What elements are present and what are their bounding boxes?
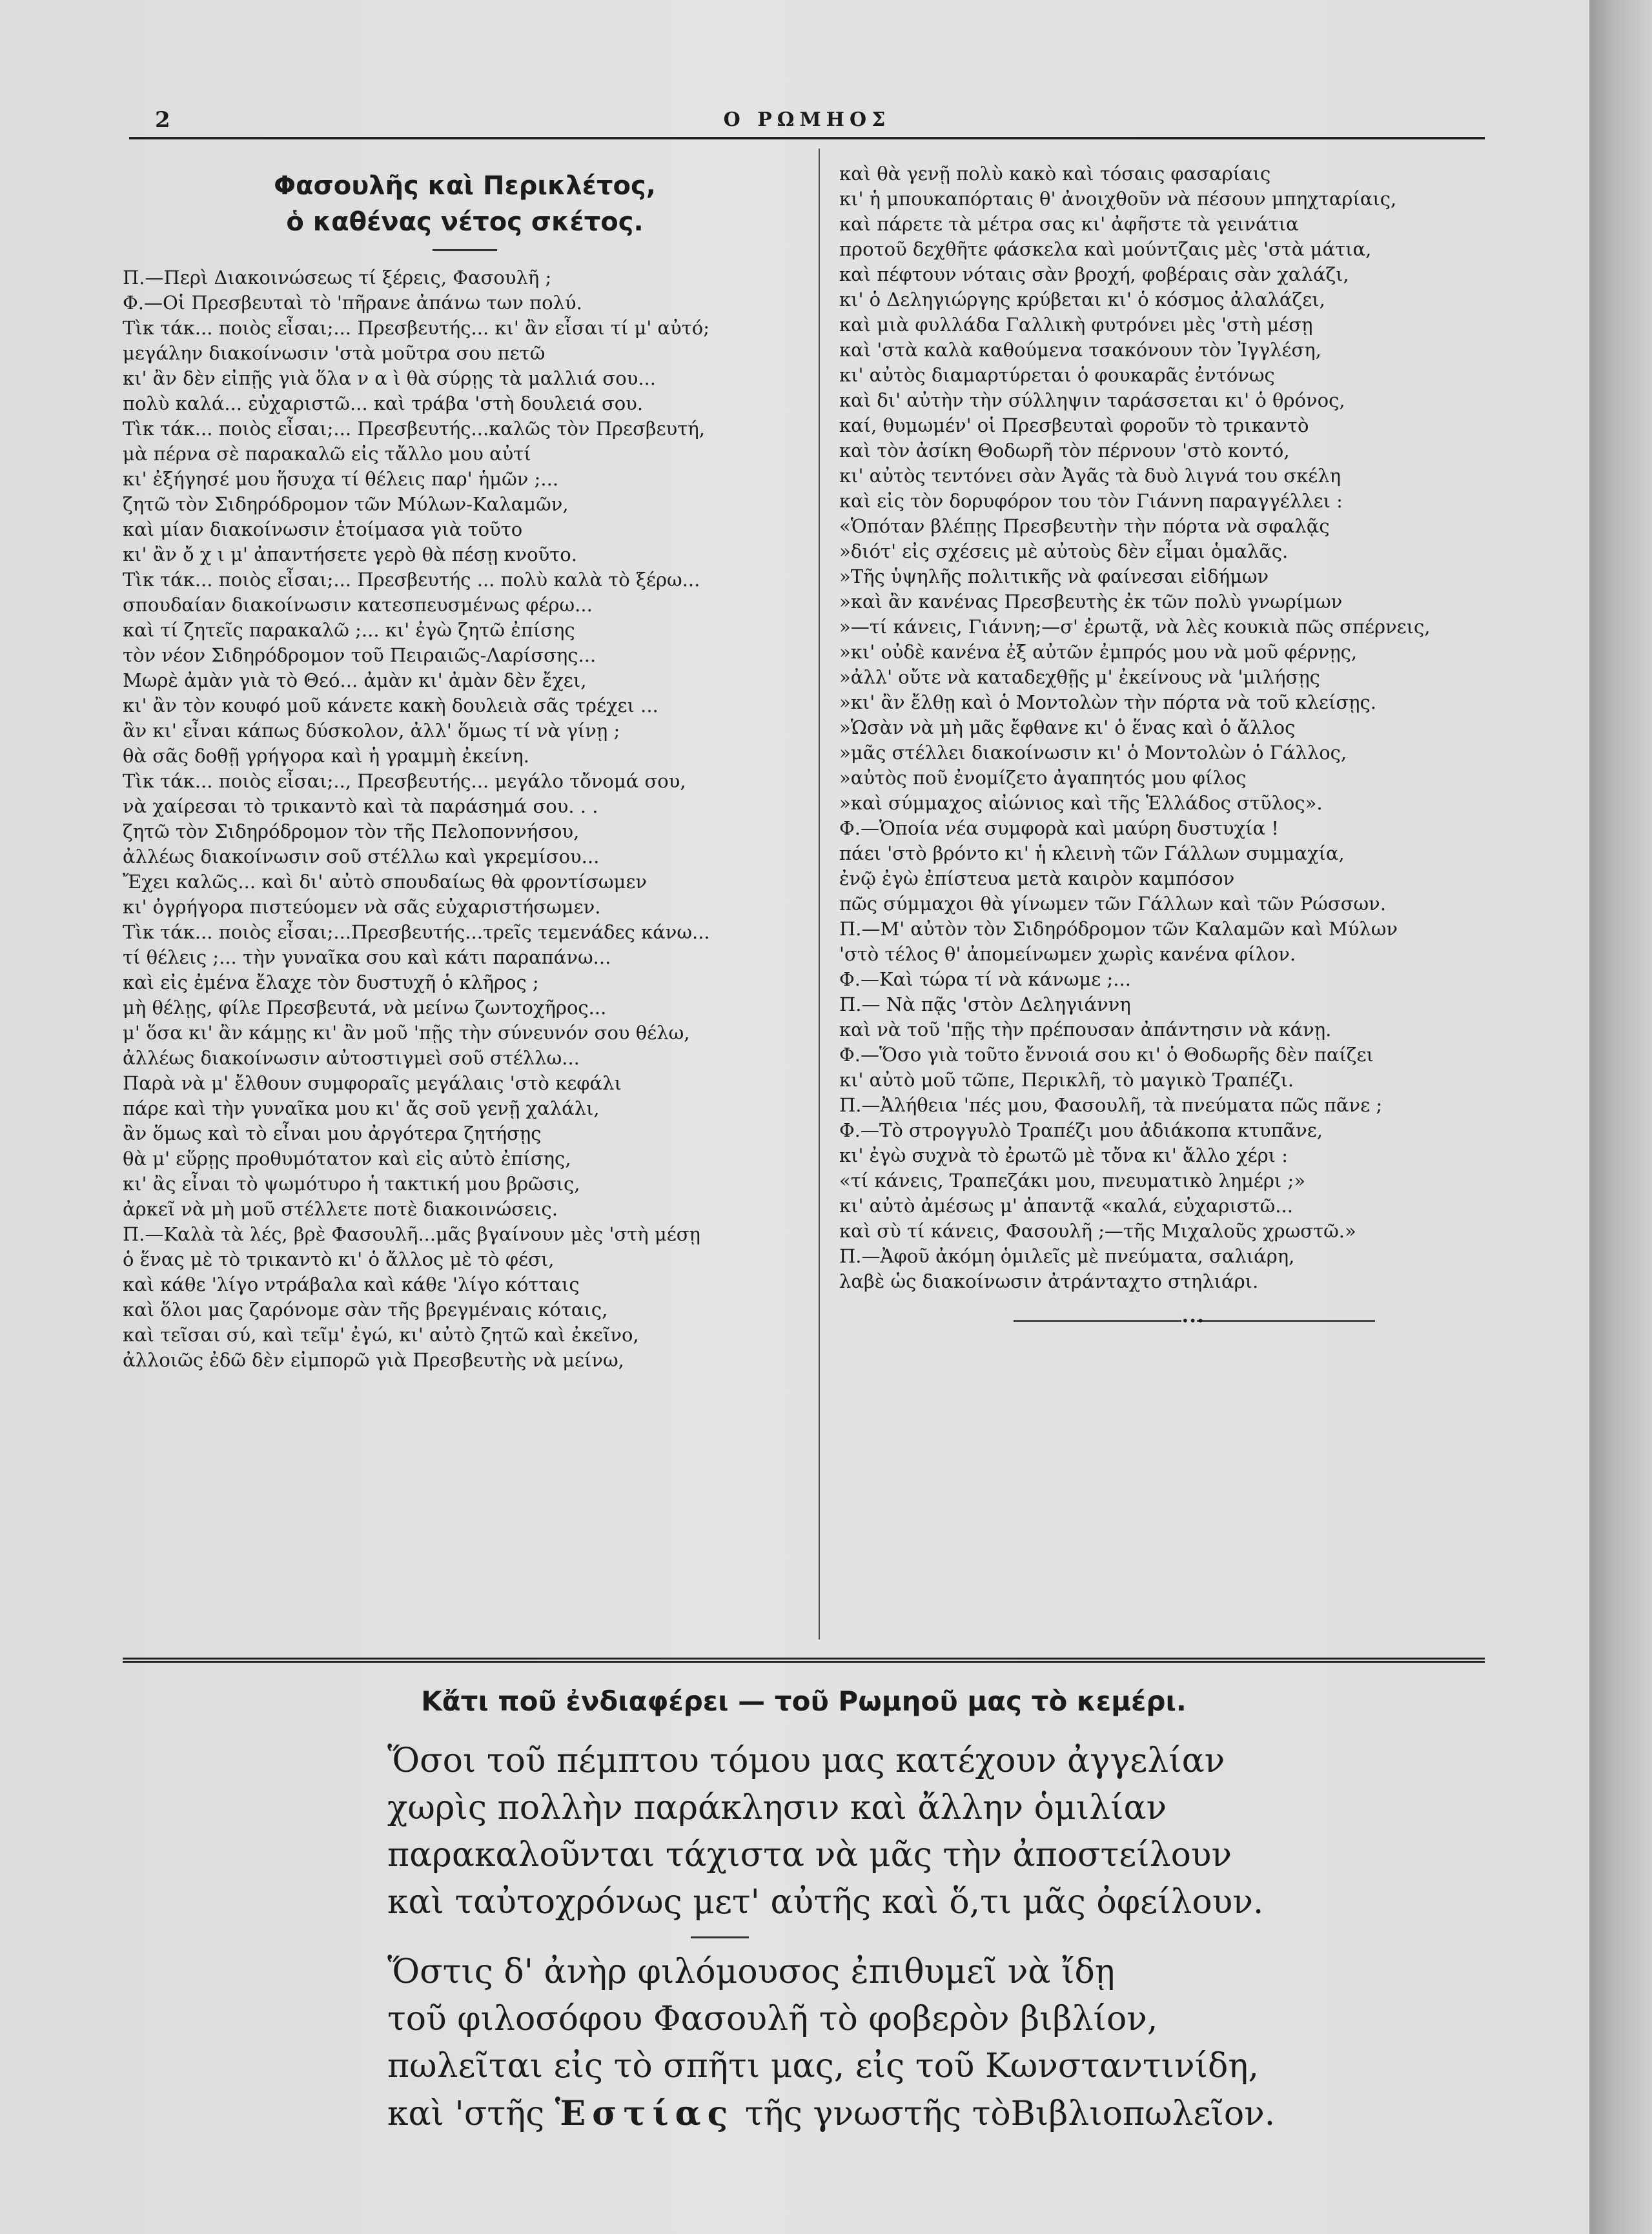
title-rule <box>433 249 497 251</box>
text-line: ἀλλέως διακοίνωσιν αὐτοστιγμεὶ σοῦ στέλλω... <box>123 1047 580 1069</box>
notice-body <box>387 1738 1485 2138</box>
text-line: καὶ θὰ γενῇ πολὺ κακὸ καὶ τόσαις φασαρίαις <box>839 163 1271 185</box>
page-header <box>129 103 1485 142</box>
text-line: »Τῆς ὑψηλῆς πολιτικῆς νὰ φαίνεσαι εἰδήμων <box>839 565 1269 587</box>
text-line: Π.—Περὶ Διακοινώσεως τί ξέρεις, Φασουλῆ ; <box>123 267 552 289</box>
text-line: κι' ἂν δὲν εἰπῇς γιὰ ὅλα ν α ὶ θὰ σύρῃς τὰ μαλλιά σου... <box>123 367 656 389</box>
text-line: κι' αὐτὸ μοῦ τῶπε, Περικλῆ, τὸ μαγικὸ Τραπέζι. <box>839 1069 1294 1091</box>
notice-stanza-1 <box>387 1738 1485 1926</box>
text-line: πολὺ καλά... εὐχαριστῶ... καὶ τράβα 'στὴ δουλειά σου. <box>123 392 644 414</box>
text-line: πάρε καὶ τὴν γυναῖκα μου κι' ἄς σοῦ γενῇ χαλάλι, <box>123 1097 600 1119</box>
page-edge-shadow <box>1589 0 1652 2234</box>
text-line: καί, θυμωμέν' οἱ Πρεσβευταὶ φοροῦν τὸ τρικαντὸ <box>839 414 1309 436</box>
text-line: »Ὡσὰν νὰ μὴ μᾶς ἔφθανε κι' ὁ ἕνας καὶ ὁ ἄλλος <box>839 716 1296 738</box>
text-line: λαβὲ ὡς διακοίνωσιν ἀτράνταχτο στηλιάρι. <box>839 1270 1259 1292</box>
final-suffix: τῆς γνωστῆς τὸΒιβλιοπωλεῖον. <box>744 2095 1276 2133</box>
text-line: καὶ δι' αὐτὴν τὴν σύλληψιν ταράσσεται κι' ὁ θρόνος, <box>839 389 1345 411</box>
text-line: ἀλλοιῶς ἐδῶ δὲν εἰμπορῶ γιὰ Πρεσβευτὴς νὰ μείνω, <box>123 1349 624 1371</box>
text-line: καὶ ὅλοι μας ζαρόνομε σὰν τῆς βρεγμέναις κόταις, <box>123 1299 608 1321</box>
text-line: Φ.—Τὸ στρογγυλὸ Τραπέζι μου ἀδιάκοπα κτυπᾶνε, <box>839 1119 1323 1141</box>
text-line: καὶ μιὰ φυλλάδα Γαλλικὴ φυτρόνει μὲς 'στὴ μέσῃ <box>839 314 1313 336</box>
text-line: 'στὸ τέλος θ' ἀπομείνωμεν χωρὶς κανένα φίλον. <box>839 943 1296 965</box>
text-line: καὶ νὰ τοῦ 'πῇς τὴν πρέπουσαν ἀπάντησιν νὰ κάνῃ. <box>839 1019 1332 1041</box>
text-line: Φ.—Καὶ τώρα τί νὰ κάνωμε ;... <box>839 968 1131 990</box>
text-line: Μωρὲ ἀμὰν γιὰ τὸ Θεό... ἀμὰν κι' ἀμὰν δὲν ἔχει, <box>123 669 587 691</box>
text-line: ἐνῷ ἐγὼ ἐπίστευα μετὰ καιρὸν καμπόσον <box>839 868 1235 889</box>
text-line: ἀλλέως διακοίνωσιν σοῦ στέλλω καὶ γκρεμίσου... <box>123 846 600 868</box>
text-line: θὰ σᾶς δοθῇ γρήγορα καὶ ἡ γραμμὴ ἐκείνη. <box>123 745 529 767</box>
text-line: »διότ' εἰς σχέσεις μὲ αὐτοὺς δὲν εἶμαι ὁμαλᾶς. <box>839 540 1289 562</box>
text-line: »κι' οὐδὲ κανένα ἐξ αὐτῶν ἐμπρός μου νὰ μοῦ φέρνῃς, <box>839 641 1358 663</box>
text-line: Τὶκ τάκ... ποιὸς εἶσαι;... Πρεσβευτής ... πολὺ καλὰ τὸ ξέρω... <box>123 569 700 591</box>
left-column <box>123 168 807 1373</box>
text-line: κι' ἡ μπουκαπόρταις θ' ἀνοιχθοῦν νὰ πέσουν μπηχταρίαις, <box>839 188 1397 210</box>
text-line: »αὐτὸς ποῦ ἐνομίζετο ἀγαπητός μου φίλος <box>839 767 1247 789</box>
notice-final-line <box>387 2090 1485 2138</box>
text-line: κι' ἂν τὸν κουφό μοῦ κάνετε κακὴ δουλειὰ σᾶς τρέχει ... <box>123 695 658 716</box>
text-line: ἂν κι' εἶναι κάπως δύσκολον, ἀλλ' ὅμως τί νὰ γίνῃ ; <box>123 720 620 742</box>
text-line: Φ.—Ὅσο γιὰ τοῦτο ἔννοιά σου κι' ὁ Θοδωρῆς δὲν παίζει <box>839 1044 1374 1066</box>
right-column <box>839 161 1485 1328</box>
text-line: καὶ 'στὰ καλὰ καθούμενα τσακόνουν τὸν Ἰγγλέση, <box>839 339 1321 361</box>
article-title <box>123 168 807 251</box>
text-line: ὁ ἕνας μὲ τὸ τρικαντὸ κι' ὁ ἄλλος μὲ τὸ φέσι, <box>123 1248 555 1270</box>
column-divider <box>819 148 820 1640</box>
masthead-title: Ο ΡΩΜΗΟΣ <box>723 108 891 131</box>
text-line: κι' ἂς εἶναι τὸ ψωμότυρο ἡ τακτική μου βρῶσις, <box>123 1173 580 1195</box>
text-line: κι' ἐγὼ συχνὰ τὸ ἐρωτῶ μὲ τὄνα κι' ἄλλο χέρι : <box>839 1144 1289 1166</box>
text-line: κι' ἂν ὄ χ ι μ' ἀπαντήσετε γερὸ θὰ πέσῃ κνοῦτο. <box>123 543 577 565</box>
text-line: ἀρκεῖ νὰ μὴ μοῦ στέλλετε ποτὲ διακοινώσεις. <box>123 1198 558 1220</box>
text-line: Ὅσοι τοῦ πέμπτου τόμου μας κατέχουν ἀγγελίαν <box>387 1742 1225 1780</box>
text-line: σπουδαίαν διακοίνωσιν κατεσπευσμένως φέρω... <box>123 594 593 616</box>
text-line: κι' ἐξήγησέ μου ἥσυχα τί θέλεις παρ' ἡμῶν ;... <box>123 468 559 490</box>
text-line: Παρὰ νὰ μ' ἔλθουν συμφοραῖς μεγάλαις 'στὸ κεφάλι <box>123 1072 622 1094</box>
text-line: καὶ μίαν διακοίνωσιν ἑτοίμασα γιὰ τοῦτο <box>123 518 523 540</box>
text-line: προτοῦ δεχθῆτε φάσκελα καὶ μούντζαις μὲς 'στὰ μάτια, <box>839 238 1372 260</box>
final-prefix: καὶ 'στῆς <box>387 2095 545 2133</box>
text-line: Τὶκ τάκ... ποιὸς εἶσαι;...Πρεσβευτής...τρεῖς τεμενάδες κάνω... <box>123 921 710 943</box>
text-line: «τί κάνεις, Τραπεζάκι μου, πνευματικὸ λημέρι ;» <box>839 1170 1305 1192</box>
text-line: Φ.—Ὁποία νέα συμφορὰ καὶ μαύρη δυστυχία ! <box>839 817 1279 839</box>
left-column-text <box>123 265 807 1373</box>
text-line: ἂν ὅμως καὶ τὸ εἶναι μου ἀργότερα ζητήσῃς <box>123 1122 542 1144</box>
text-line: τὸν νέον Σιδηρόδρομον τοῦ Πειραιῶς-Λαρίσσης... <box>123 644 597 666</box>
text-line: κι' ὁ Δεληγιώργης κρύβεται κι' ὁ κόσμος ἀλαλάζει, <box>839 289 1325 310</box>
text-line: πάει 'στὸ βρόντο κι' ἡ κλεινὴ τῶν Γάλλων συμμαχία, <box>839 842 1345 864</box>
text-line: καὶ τεῖσαι σύ, καὶ τεῖμ' ἐγώ, κι' αὐτὸ ζητῶ καὶ ἐκεῖνο, <box>123 1324 639 1346</box>
text-line: »κι' ἂν ἔλθῃ καὶ ὁ Μοντολὼν τὴν πόρτα νὰ τοῦ κλείσῃς. <box>839 691 1376 713</box>
end-ornament <box>1014 1313 1375 1328</box>
notice-headline: Κἄτι ποῦ ἐνδιαφέρει — τοῦ Ρωμηοῦ μας τὸ κεμέρι. <box>421 1685 1187 1717</box>
text-line: καὶ τὸν ἀσίκη Θοδωρῆ τὸν πέρνουν 'στὸ κοντό, <box>839 440 1290 462</box>
text-line: »ἀλλ' οὔτε νὰ καταδεχθῇς μ' ἐκείνους νὰ 'μιλήσῃς <box>839 666 1320 688</box>
section-double-rule <box>123 1658 1485 1663</box>
text-line: τί θέλεις ;... τὴν γυναῖκα σου καὶ κάτι παραπάνω... <box>123 946 611 968</box>
text-line: Π.—Μ' αὐτὸν τὸν Σιδηρόδρομον τῶν Καλαμῶν καὶ Μύλων <box>839 918 1398 940</box>
page-number: 2 <box>155 107 170 133</box>
text-line: νὰ χαίρεσαι τὸ τρικαντὸ καὶ τὰ παράσημά σου. . . <box>123 795 598 817</box>
ornament-dot-icon: ••• <box>1181 1313 1205 1328</box>
text-line: καὶ κάθε 'λίγο ντράβαλα καὶ κάθε 'λίγο κότταις <box>123 1274 580 1295</box>
text-line: Τὶκ τάκ... ποιὸς εἶσαι;... Πρεσβευτής...καλῶς τὸν Πρεσβευτή, <box>123 418 705 440</box>
text-line: παρακαλοῦνται τάχιστα νὰ μᾶς τὴν ἀποστείλουν <box>387 1836 1232 1874</box>
text-line: ζητῶ τὸν Σιδηρόδρομον τῶν Μύλων-Καλαμῶν, <box>123 493 569 515</box>
text-line: »—τί κάνεις, Γιάννη;—σ' ἐρωτᾷ, νὰ λὲς κουκιὰ πῶς σπέρνεις, <box>839 616 1431 638</box>
text-line: θὰ μ' εὕρῃς προθυμότατον καὶ εἰς αὐτὸ ἐπίσης, <box>123 1148 571 1170</box>
right-column-text <box>839 161 1485 1294</box>
text-line: »καὶ σύμμαχος αἰώνιος καὶ τῆς Ἑλλάδος στῦλος». <box>839 792 1323 814</box>
notice-rule <box>691 1936 749 1938</box>
text-line: μεγάλην διακοίνωσιν 'στὰ μοῦτρα σου πετῶ <box>123 342 546 364</box>
text-line: καὶ σὺ τί κάνεις, Φασουλῆ ;—τῆς Μιχαλοῦς χρωστῶ.» <box>839 1220 1356 1242</box>
text-line: »καὶ ἂν κανένας Πρεσβευτὴς ἐκ τῶν πολὺ γνωρίμων <box>839 591 1343 613</box>
text-line: μὴ θέλῃς, φίλε Πρεσβευτά, νὰ μείνω ζωντοχῆρος... <box>123 997 607 1019</box>
text-line: καὶ τί ζητεῖς παρακαλῶ ;... κι' ἐγὼ ζητῶ ἐπίσης <box>123 619 575 641</box>
text-line: τοῦ φιλοσόφου Φασουλῆ τὸ φοβερὸν βιβλίον, <box>387 2000 1158 2038</box>
text-line: καὶ ταὐτοχρόνως μετ' αὐτῆς καὶ ὅ,τι μᾶς ὀφείλουν. <box>387 1883 1264 1922</box>
article-title-line: ὁ καθένας νέτος σκέτος. <box>286 207 644 237</box>
text-line: Ὅστις δ' ἀνὴρ φιλόμουσος ἐπιθυμεῖ νὰ ἴδῃ <box>387 1953 1115 1991</box>
text-line: Τὶκ τάκ... ποιὸς εἶσαι;.., Πρεσβευτής... μεγάλο τὄνομά σου, <box>123 770 686 792</box>
hestia-name: Ἑστίας <box>555 2094 735 2133</box>
notice-stanza-2 <box>387 1949 1485 2090</box>
text-line: κι' αὐτὸς διαμαρτύρεται ὁ φουκαρᾶς ἐντόνως <box>839 364 1275 386</box>
text-line: ζητῶ τὸν Σιδηρόδρομον τὸν τῆς Πελοποννήσου, <box>123 820 580 842</box>
article-title-line: Φασουλῆς καὶ Περικλέτος, <box>274 171 656 201</box>
text-line: Π.— Νὰ πᾷς 'στὸν Δεληγιάννη <box>839 993 1131 1015</box>
text-line: Ἔχει καλῶς... καὶ δι' αὐτὸ σπουδαίως θὰ φροντίσωμεν <box>123 871 648 893</box>
text-line: καὶ πάρετε τὰ μέτρα σας κι' ἀφῆστε τὰ γεινάτια <box>839 213 1299 235</box>
text-line: καὶ εἰς ἐμένα ἔλαχε τὸν δυστυχῆ ὁ κλῆρος ; <box>123 971 539 993</box>
text-line: καὶ εἰς τὸν δορυφόρον του τὸν Γιάννη παραγγέλλει : <box>839 490 1343 512</box>
text-line: «Ὁπόταν βλέπῃς Πρεσβευτὴν τὴν πόρτα νὰ σφαλᾷς <box>839 515 1330 537</box>
text-line: Π.—Ἀφοῦ ἀκόμη ὁμιλεῖς μὲ πνεύματα, σαλιάρη, <box>839 1245 1295 1267</box>
text-line: χωρὶς πολλὴν παράκλησιν καὶ ἄλλην ὁμιλίαν <box>387 1789 1167 1827</box>
text-line: κι' ὀγρήγορα πιστεύομεν νὰ σᾶς εὐχαριστήσωμεν. <box>123 896 601 918</box>
text-line: πῶς σύμμαχοι θὰ γίνωμεν τῶν Γάλλων καὶ τῶν Ρώσσων. <box>839 893 1387 915</box>
text-line: καὶ πέφτουν νόταις σὰν βροχή, φοβέραις σὰν χαλάζι, <box>839 263 1349 285</box>
text-line: μ' ὅσα κι' ἂν κάμῃς κι' ἂν μοῦ 'πῇς τὴν σύνευνόν σου θέλω, <box>123 1022 690 1044</box>
text-line: κι' αὐτὸ ἀμέσως μ' ἀπαντᾷ «καλά, εὐχαριστῶ... <box>839 1195 1293 1217</box>
notice-box <box>123 1682 1485 2138</box>
text-line: Π.—Καλὰ τὰ λές, βρὲ Φασουλῆ...μᾶς βγαίνουν μὲς 'στὴ μέσῃ <box>123 1223 700 1245</box>
text-line: πωλεῖται εἰς τὸ σπῆτι μας, εἰς τοῦ Κωνσταντινίδη, <box>387 2047 1259 2086</box>
text-line: Π.—Ἀλήθεια 'πές μου, Φασουλῆ, τὰ πνεύματα πῶς πᾶνε ; <box>839 1094 1383 1116</box>
text-line: Φ.—Οἱ Πρεσβευταὶ τὸ 'πῆρανε ἀπάνω των πολύ. <box>123 292 582 314</box>
header-rule <box>129 137 1485 139</box>
text-line: »μᾶς στέλλει διακοίνωσιν κι' ὁ Μοντολὼν ὁ Γάλλος, <box>839 742 1347 764</box>
text-line: μὰ πέρνα σὲ παρακαλῶ εἰς τἄλλο μου αὐτί <box>123 443 531 465</box>
text-line: Τὶκ τάκ... ποιὸς εἶσαι;... Πρεσβευτής... κι' ἂν εἶσαι τί μ' αὐτό; <box>123 317 710 339</box>
text-line: κι' αὐτὸς τεντόνει σὰν Ἀγᾶς τὰ δυὸ λιγνά του σκέλη <box>839 465 1341 487</box>
